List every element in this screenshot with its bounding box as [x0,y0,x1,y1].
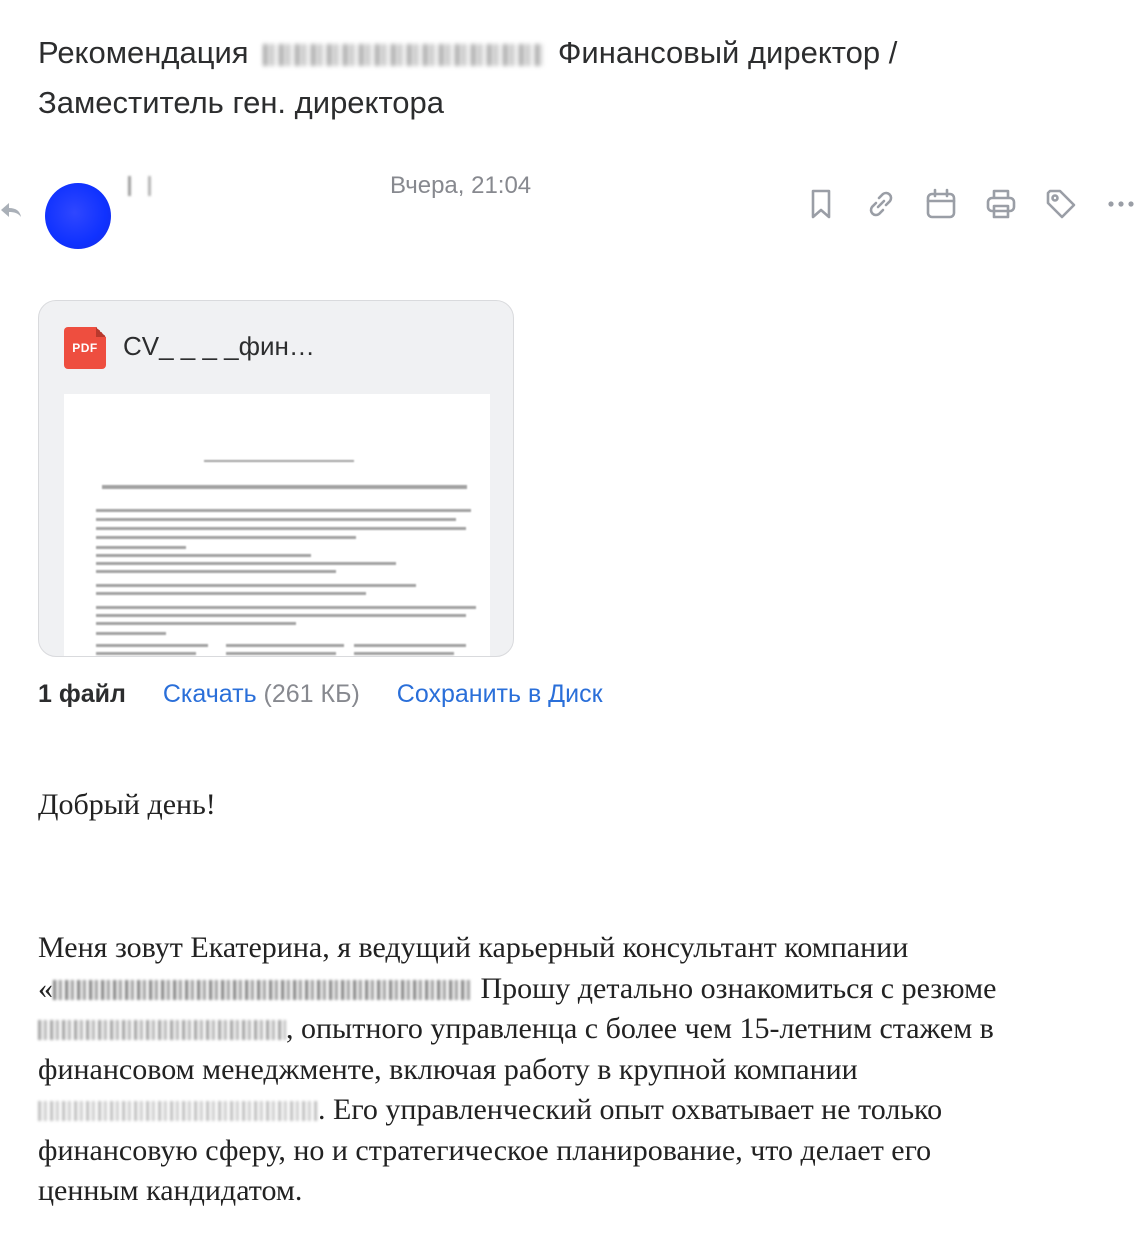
reply-arrow-icon[interactable] [0,200,22,220]
message-paragraph [38,928,1098,1212]
copy-link-button[interactable] [862,184,900,224]
more-button[interactable] [1102,184,1140,224]
file-count: 1 файл [38,680,126,708]
body-line-1: Меня зовут Екатерина, я ведущий карьерный консультант компании [38,931,909,964]
subject-part-3: Заместитель ген. директора [38,85,445,120]
redacted-name [263,44,543,66]
subject-part-2: Финансовый директор / [557,35,898,70]
attachment-card[interactable] [38,300,514,657]
subject-part-1: Рекомендация [38,35,249,70]
body-line-2: Прошу детально ознакомиться с резюме [473,971,997,1005]
sender-avatar[interactable] [45,183,111,249]
calendar-button[interactable] [922,184,960,224]
pdf-file-icon [64,327,106,369]
bookmark-button[interactable] [802,184,840,224]
attachment-actions [38,680,603,709]
tag-button[interactable] [1042,184,1080,224]
save-to-disk-link[interactable]: Сохранить в Диск [396,680,603,708]
body-line-5: . Его управленческий опыт охватывает не только [318,1093,943,1126]
redacted-company-name [53,980,473,1000]
sender-name-redacted[interactable] [128,176,373,196]
attachment-file-name[interactable]: CV_ _ _ _фин… [123,331,315,361]
print-icon [984,187,1018,221]
message-toolbar [802,184,1140,224]
email-subject [38,28,1098,128]
attachment-preview[interactable] [64,394,490,657]
body-line-4: финансовом менеджменте, включая работу в крупной компании [38,1052,858,1086]
tag-icon [1044,187,1078,221]
body-line-6: финансовую сферу, но и стратегическое планирование, что делает его [38,1133,932,1167]
body-line-2-prefix: « [38,971,53,1005]
more-icon [1104,187,1138,221]
bookmark-icon [804,187,838,221]
body-line-7: ценным кандидатом. [38,1174,303,1207]
calendar-icon [924,187,958,221]
print-button[interactable] [982,184,1020,224]
file-type-badge: PDF [72,341,98,355]
body-line-3: , опытного управленца с более чем 15-летним стажем в [286,1012,994,1045]
download-link[interactable]: Скачать [162,680,257,708]
file-size: (261 КБ) [263,680,360,708]
link-icon [864,187,898,221]
redacted-employer-name [38,1101,318,1121]
message-date: Вчера, 21:04 [390,172,532,199]
redacted-candidate-name [38,1020,286,1040]
message-greeting: Добрый день! [38,788,216,821]
